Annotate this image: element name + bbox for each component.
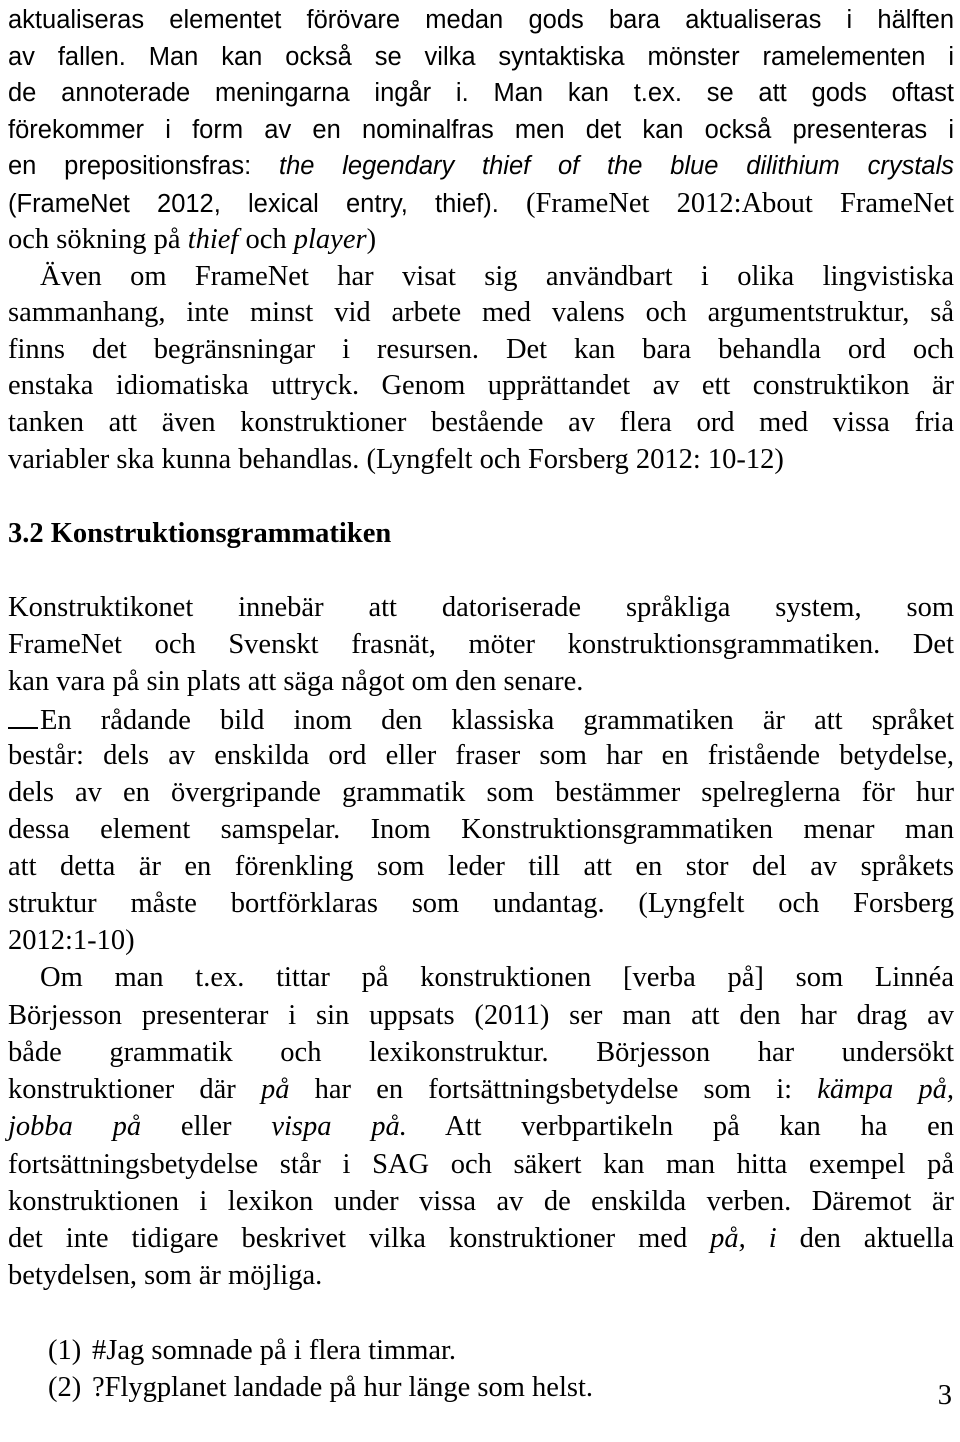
para5-line8: det inte tidigare beskrivet vilka konstruktioner med på, i den aktuella (8, 1223, 955, 1254)
para5-line4: konstruktioner där på har en fortsättningsbetydelse som i: kämpa på, (8, 1074, 955, 1105)
para3-line3: kan vara på sin plats att säga något om den senare. (8, 666, 584, 697)
para4-line1: En rådande bild inom den klassiska grammatiken är att språket (8, 701, 954, 737)
section-heading: 3.2 Konstruktionsgrammatiken (8, 518, 392, 549)
para4-line6: struktur måste bortförklaras som undantag. (Lyngfelt och Forsberg (8, 888, 954, 919)
page-number: 3 (937, 1380, 952, 1411)
example-2 (48, 1370, 593, 1406)
para1-line7: och sökning på thief och player) (8, 224, 377, 255)
para5-line5: jobba på eller vispa på. Att verbpartikeln på kan ha en (8, 1111, 954, 1142)
para2-line1: Även om FrameNet har visat sig användbart i olika lingvistiska (40, 261, 954, 292)
para1-line5: en prepositionsfras: the legendary thief of the blue dilithium crystals (8, 152, 954, 180)
para1-line6: (FrameNet 2012, lexical entry, thief). (FrameNet 2012:About FrameNet (8, 188, 955, 219)
para4-line4: dessa element samspelar. Inom Konstruktionsgrammatiken menar man (8, 814, 954, 845)
example-1 (48, 1333, 456, 1369)
para2-line3: finns det begränsningar i resursen. Det kan bara behandla ord och (8, 334, 954, 365)
para2-line5: tanken att även konstruktioner bestående av flera ord med vissa fria (8, 407, 954, 438)
para5-line2: Börjesson presenterar i sin uppsats (2011) ser man att den har drag av (8, 1000, 954, 1031)
para4-line7: 2012:1-10) (8, 925, 135, 956)
example-text: ?Flygplanet landade på hur länge som helst. (92, 1372, 593, 1403)
underline-mark (8, 701, 38, 729)
example-number: (1) (48, 1335, 82, 1366)
para1-line3: de annoterade meningarna ingår i. Man kan t.ex. se att gods oftast (8, 79, 954, 107)
para4-line5: att detta är en förenkling som leder till att en stor del av språkets (8, 851, 954, 882)
para4-line2: består: dels av enskilda ord eller fraser som har en fristående betydelse, (8, 740, 954, 771)
para3-line2: FrameNet och Svenskt frasnät, möter konstruktionsgrammatiken. Det (8, 629, 954, 660)
italic-example-phrase: the legendary thief of the blue dilithium crystals (279, 152, 954, 180)
para2-line2: sammanhang, inte minst vid arbete med valens och argumentstruktur, så (8, 297, 954, 328)
para1-line4: förekommer i form av en nominalfras men det kan också presenteras i (8, 116, 954, 144)
para5-line6: fortsättningsbetydelse står i SAG och säkert kan man hitta exempel på (8, 1149, 954, 1180)
para2-line4: enstaka idiomatiska uttryck. Genom upprättandet av ett construktikon är (8, 370, 954, 401)
para5-line3: både grammatik och lexikonstruktur. Börjesson har undersökt (8, 1037, 954, 1068)
para3-line1: Konstruktikonet innebär att datoriserade språkliga system, som (8, 592, 954, 623)
para4-line3: dels av en övergripande grammatik som bestämmer spelreglerna för hur (8, 777, 954, 808)
para1-line2: av fallen. Man kan också se vilka syntaktiska mönster ramelementen i (8, 43, 954, 71)
para5-line9: betydelsen, som är möjliga. (8, 1260, 323, 1291)
para1-line1: aktualiseras elementet förövare medan gods bara aktualiseras i hälften (8, 6, 954, 34)
example-number: (2) (48, 1372, 82, 1403)
para5-line7: konstruktionen i lexikon under vissa av de enskilda verben. Däremot är (8, 1186, 954, 1217)
para2-line6: variabler ska kunna behandlas. (Lyngfelt och Forsberg 2012: 10-12) (8, 444, 784, 475)
para5-line1: Om man t.ex. tittar på konstruktionen [verba på] som Linnéa (40, 962, 954, 993)
example-text: #Jag somnade på i flera timmar. (92, 1335, 457, 1366)
